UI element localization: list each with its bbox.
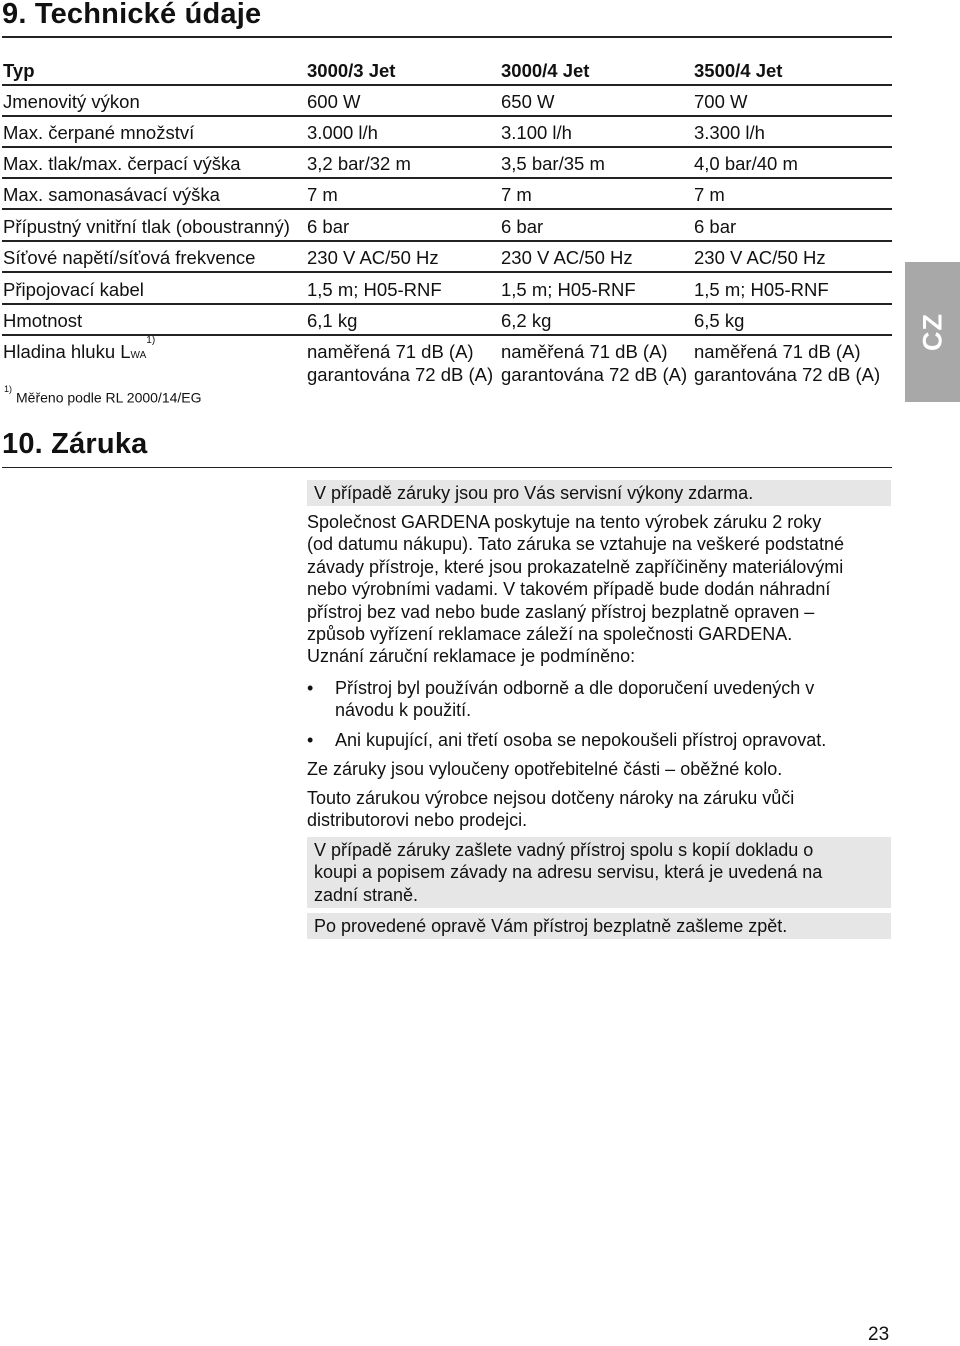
list-item-line: návodu k použití. xyxy=(335,700,472,721)
table-cell: 3,2 bar/32 m xyxy=(307,153,411,174)
warranty-line: Po provedené opravě Vám přístroj bezplatně zašleme zpět. xyxy=(314,916,788,936)
table-cell: 1,5 m; H05-RNF xyxy=(307,279,442,300)
table-header-cell: 3000/3 Jet xyxy=(307,60,396,81)
bullet-icon: • xyxy=(307,730,314,750)
language-tab-label: CZ xyxy=(917,313,947,351)
table-cell: 4,0 bar/40 m xyxy=(694,153,798,174)
section-heading-warranty: 10. Záruka xyxy=(2,428,148,460)
table-header-cell: Typ xyxy=(3,60,35,81)
row-rule xyxy=(2,208,892,210)
table-cell: 6,5 kg xyxy=(694,310,745,331)
row-rule xyxy=(2,115,892,117)
warranty-text: V případě záruky jsou pro Vás servisní výkony zdarma. xyxy=(314,483,754,503)
list-item-line: Přístroj byl používán odborně a dle doporučení uvedených v xyxy=(335,678,815,698)
row-rule xyxy=(2,84,892,86)
table-cell: 6 bar xyxy=(694,216,737,237)
language-tab xyxy=(905,262,960,402)
table-cell-label: Max. tlak/max. čerpací výška xyxy=(3,153,241,174)
table-cell: 3.300 l/h xyxy=(694,122,765,143)
table-cell: 7 m xyxy=(694,184,725,205)
warranty-line: přístroj bez vad nebo bude zaslaný přístroj bezplatně opraven – xyxy=(307,601,815,622)
noise-measured: naměřená 71 dB (A) xyxy=(307,341,474,362)
table-header-cell: 3500/4 Jet xyxy=(694,60,783,81)
warranty-line: Touto zárukou výrobce nejsou dotčeny nároky na záruku vůči xyxy=(307,788,795,808)
row-rule xyxy=(2,303,892,305)
noise-label xyxy=(3,334,156,363)
list-item-line: Ani kupující, ani třetí osoba se nepokoušeli přístroj opravovat. xyxy=(335,730,827,750)
warranty-line: (od datumu nákupu). Tato záruka se vztahuje na veškeré podstatné xyxy=(307,534,845,555)
noise-guaranteed: garantována 72 dB (A) xyxy=(501,364,688,385)
table-cell: 3.100 l/h xyxy=(501,122,572,143)
table-cell: 6,2 kg xyxy=(501,310,552,331)
section-heading-technical: 9. Technické údaje xyxy=(2,0,262,30)
table-cell-label: Jmenovitý výkon xyxy=(3,91,140,112)
row-rule xyxy=(2,177,892,179)
row-rule xyxy=(2,334,892,336)
table-cell: 7 m xyxy=(501,184,532,205)
warranty-line: distributorovi nebo prodejci. xyxy=(307,810,528,831)
table-cell-label: Připojovací kabel xyxy=(3,279,144,300)
noise-measured: naměřená 71 dB (A) xyxy=(694,341,861,362)
noise-label-sup: 1) xyxy=(146,334,156,346)
warranty-line: závady přístroje, které jsou prokazatelně zapříčiněny materiálovými xyxy=(307,556,844,577)
heading-rule xyxy=(2,467,892,468)
warranty-note-free-service xyxy=(307,480,891,506)
warranty-line: nebo výrobními vadami. V takovém případě bude dodán náhradní xyxy=(307,579,831,600)
warranty-paragraph xyxy=(307,787,891,832)
table-cell: 6 bar xyxy=(501,216,544,237)
noise-measured: naměřená 71 dB (A) xyxy=(501,341,668,362)
footnote-text: Měřeno podle RL 2000/14/EG xyxy=(16,389,202,406)
table-cell-label: Síťové napětí/síťová frekvence xyxy=(3,247,256,268)
noise-label-sub: WA xyxy=(130,350,147,361)
bullet-icon: • xyxy=(307,678,314,698)
warranty-line: koupi a popisem závady na adresu servisu, která je uvedená na xyxy=(314,862,823,883)
table-cell: 3.000 l/h xyxy=(307,122,378,143)
table-cell: 1,5 m; H05-RNF xyxy=(501,279,636,300)
table-cell-label: Max. čerpané množství xyxy=(3,122,195,143)
row-rule xyxy=(2,146,892,148)
table-cell: 6,1 kg xyxy=(307,310,358,331)
warranty-paragraph xyxy=(307,758,891,780)
table-cell: 7 m xyxy=(307,184,338,205)
warranty-line: Společnost GARDENA poskytuje na tento výrobek záruku 2 roky xyxy=(307,512,822,532)
warranty-line: zadní straně. xyxy=(314,884,419,905)
warranty-note-send-device xyxy=(307,837,891,908)
table-cell: 230 V AC/50 Hz xyxy=(694,247,826,268)
footnote-mark: 1) xyxy=(4,384,13,394)
noise-guaranteed: garantována 72 dB (A) xyxy=(694,364,881,385)
table-cell: 230 V AC/50 Hz xyxy=(501,247,633,268)
warranty-paragraph xyxy=(307,511,891,668)
table-cell: 3,5 bar/35 m xyxy=(501,153,605,174)
page-number: 23 xyxy=(868,1324,890,1345)
table-cell: 600 W xyxy=(307,91,361,112)
table-cell-label: Max. samonasávací výška xyxy=(3,184,220,205)
warranty-line: V případě záruky zašlete vadný přístroj spolu s kopií dokladu o xyxy=(314,840,814,860)
table-cell: 6 bar xyxy=(307,216,350,237)
table-cell-label: Hmotnost xyxy=(3,310,83,331)
noise-label-text: Hladina hluku L xyxy=(3,341,131,362)
table-cell-label: Přípustný vnitřní tlak (oboustranný) xyxy=(3,216,290,237)
table-header-cell: 3000/4 Jet xyxy=(501,60,590,81)
table-cell: 1,5 m; H05-RNF xyxy=(694,279,829,300)
table-cell: 650 W xyxy=(501,91,555,112)
warranty-line: Ze záruky jsou vyloučeny opotřebitelné části – oběžné kolo. xyxy=(307,759,783,779)
row-rule xyxy=(2,240,892,242)
table-cell: 230 V AC/50 Hz xyxy=(307,247,439,268)
warranty-note-return xyxy=(307,913,891,939)
noise-guaranteed: garantována 72 dB (A) xyxy=(307,364,494,385)
heading-rule xyxy=(2,36,892,38)
warranty-line: způsob vyřízení reklamace záleží na společnosti GARDENA. xyxy=(307,624,793,645)
warranty-line: Uznání záruční reklamace je podmíněno: xyxy=(307,646,636,667)
table-cell: 700 W xyxy=(694,91,748,112)
row-rule xyxy=(2,271,892,273)
footnote xyxy=(4,384,202,406)
